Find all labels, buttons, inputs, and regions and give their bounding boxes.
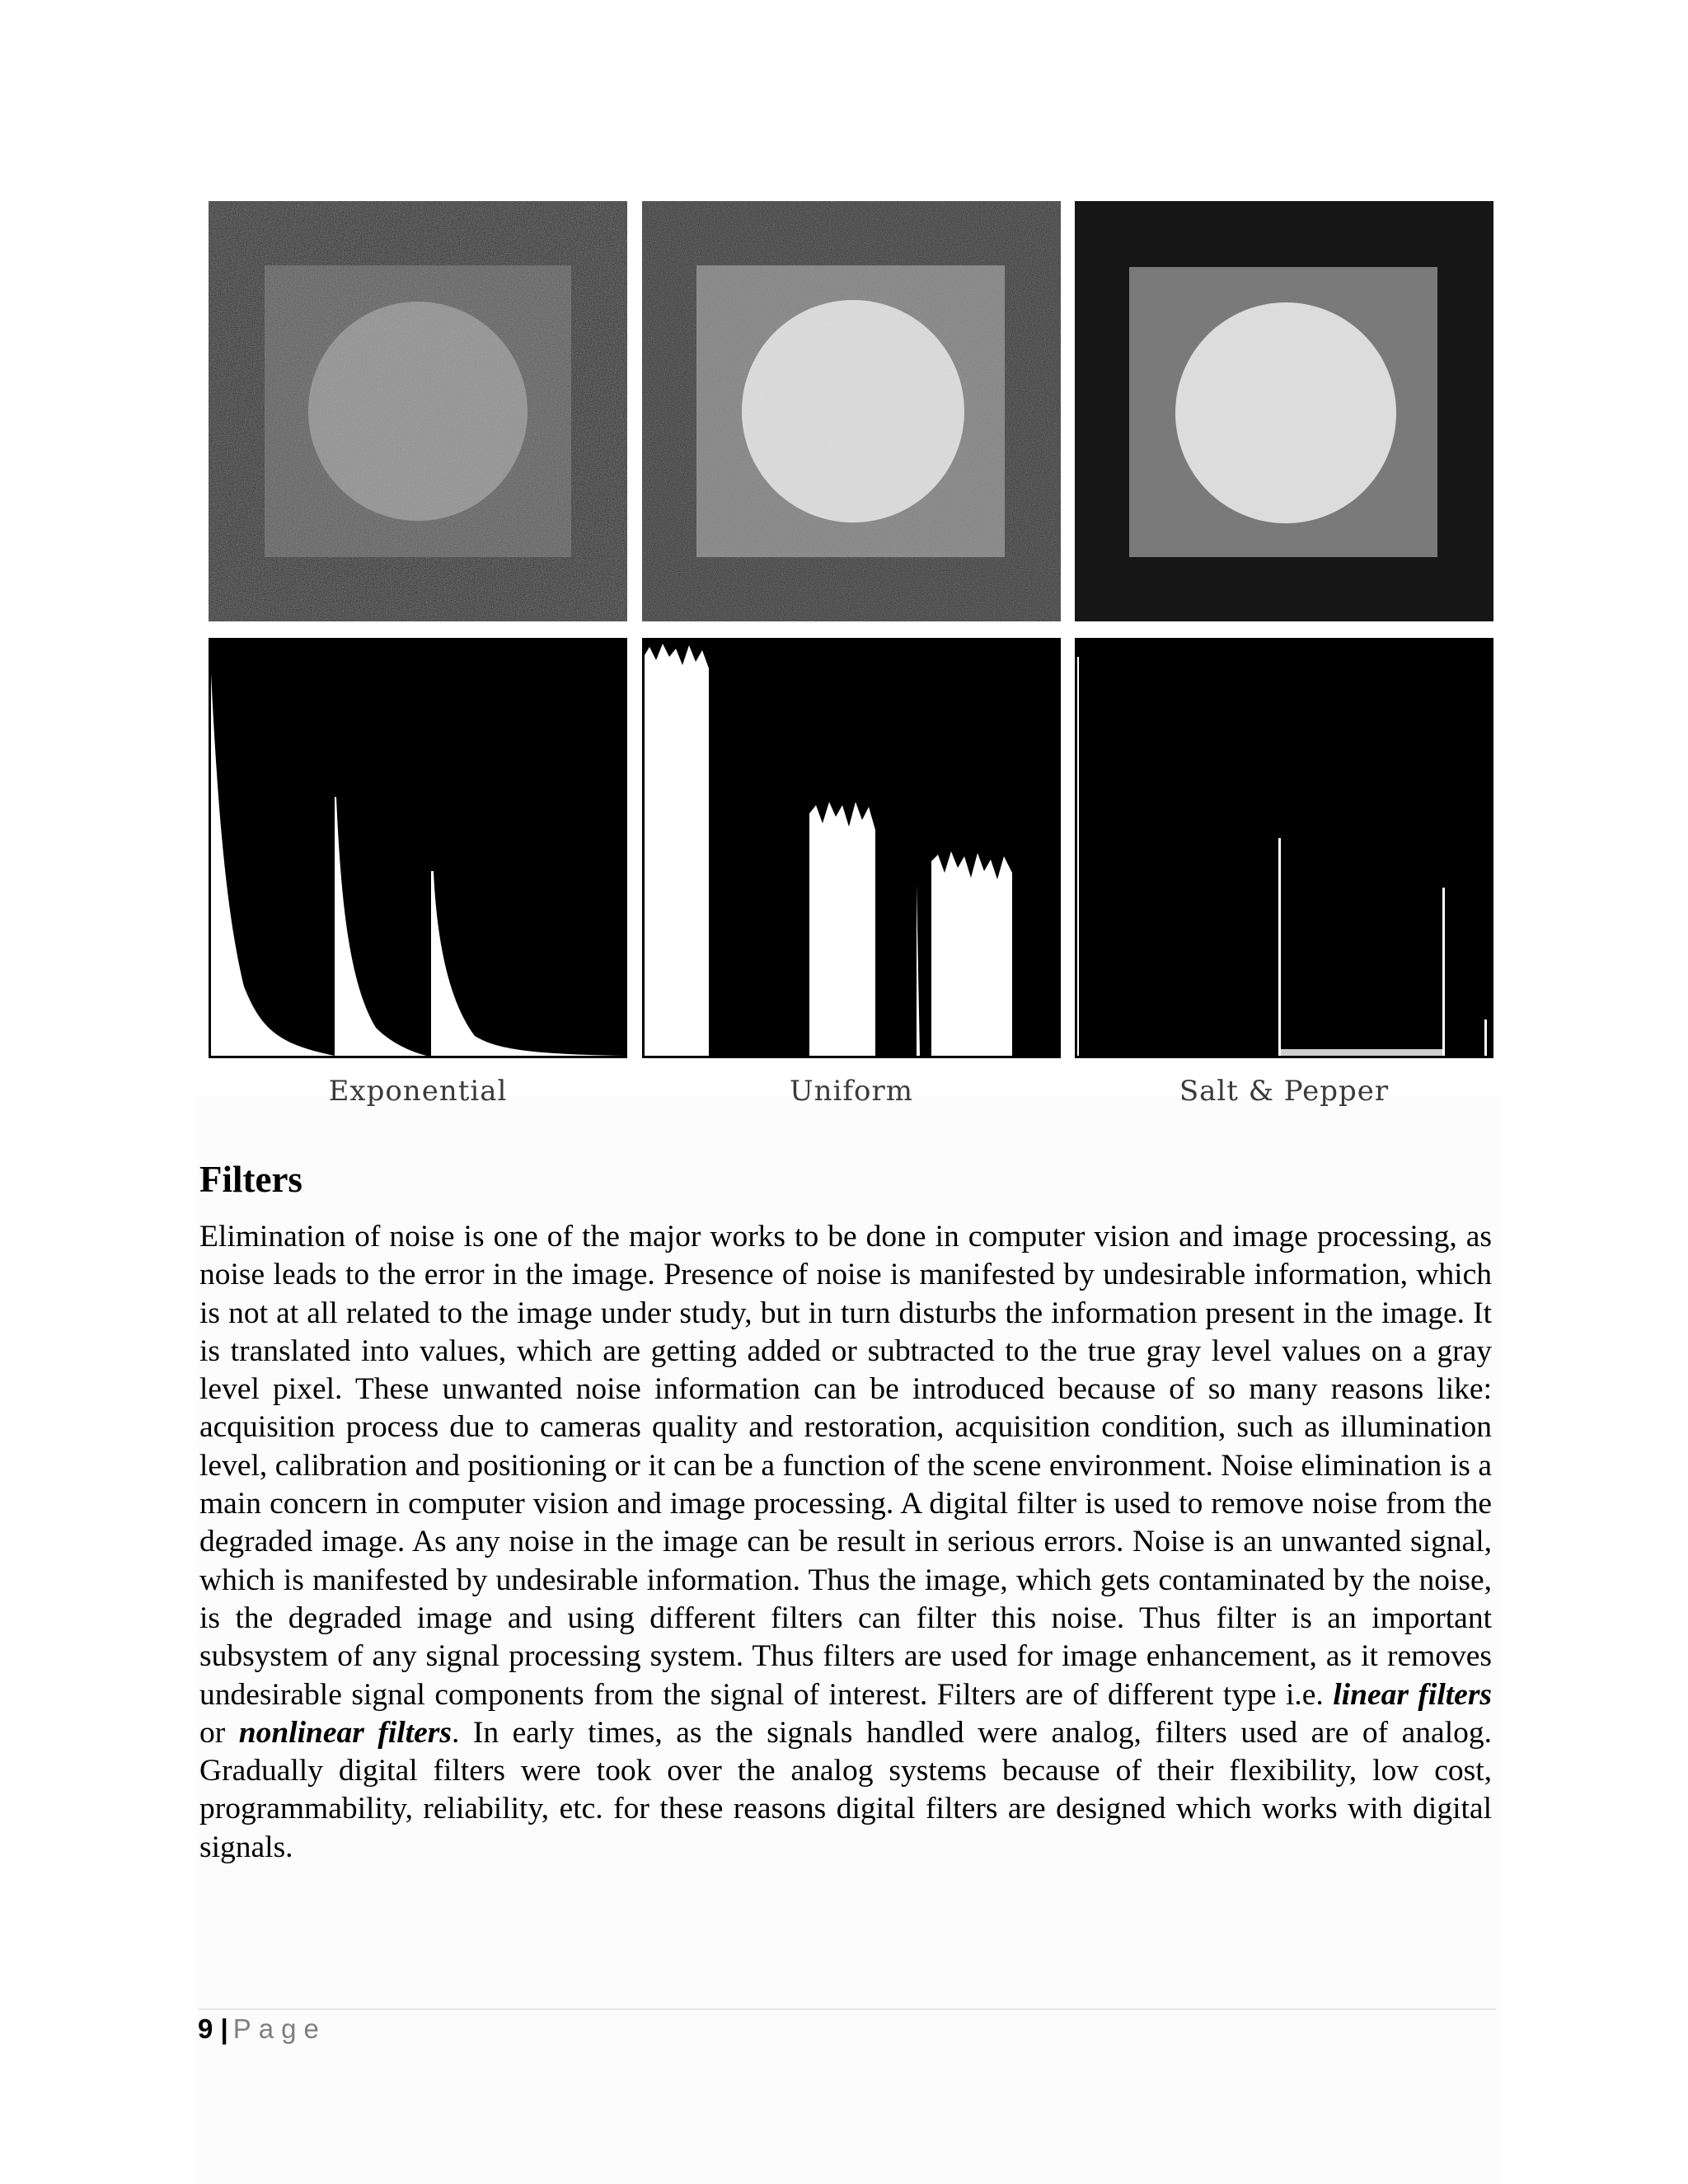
paragraph-text-part1: Elimination of noise is one of the major works to be done in computer vision and image processing, as noise leads to the error in the image. Presence of noise is manifested by undesirable information, which is not at all related to the image under study, but in turn disturbs the information present in the image. It is translated into values, which are getting added or subtracted to the true gray level values on a gray level pixel. These unwanted noise information can be introduced because of so many reasons like: acquisition process due to cameras quality and restoration, acquisition condition, such as illumination level, calibration and positioning or it can be a function of the scene environment. Noise elimination is a main concern in computer vision and image processing. A digital filter is used to remove noise from the degraded image. As any noise in the image can be result in serious errors. Noise is an unwanted signal, which is manifested by undesirable information. Thus the image, which gets contaminated by the noise, is the degraded image and using different filters can filter this noise. Thus filter is an important subsystem of any signal processing system. Thus filters are used for image enhancement, as it removes undesirable signal components from the signal of interest. Filters are of different type i.e. (199, 1220, 1492, 1712)
page-label: Page (232, 2013, 326, 2044)
salt-pepper-histogram (1075, 638, 1493, 1058)
caption-uniform: Uniform (790, 1075, 913, 1108)
paragraph-connector: or (199, 1715, 239, 1750)
page-footer (198, 2013, 326, 2045)
footer-divider (198, 2008, 1496, 2010)
page-number: 9 (198, 2013, 213, 2044)
salt-pepper-noise-image (1075, 201, 1493, 621)
paragraph-text-part2: . In early times, as the signals handled were analog, filters used are of analog. Gradually digital filters were took over the analog systems because of their flexibility, low cost, programmability, reliability, etc. for these reasons digital filters are designed which works with digital signals. (199, 1715, 1492, 1864)
caption-salt-pepper: Salt & Pepper (1179, 1075, 1390, 1108)
section-heading: Filters (199, 1159, 302, 1200)
body-paragraph (199, 1218, 1492, 1867)
caption-exponential: Exponential (328, 1075, 508, 1108)
noise-figure (209, 201, 1494, 1116)
exponential-noise-image (209, 201, 627, 621)
linear-filters-emphasis: linear filters (1333, 1677, 1492, 1712)
exponential-histogram (209, 638, 627, 1058)
nonlinear-filters-emphasis: nonlinear filters (238, 1715, 452, 1750)
uniform-histogram (642, 638, 1061, 1058)
uniform-noise-image (642, 201, 1061, 621)
footer-separator: | (220, 2013, 228, 2044)
